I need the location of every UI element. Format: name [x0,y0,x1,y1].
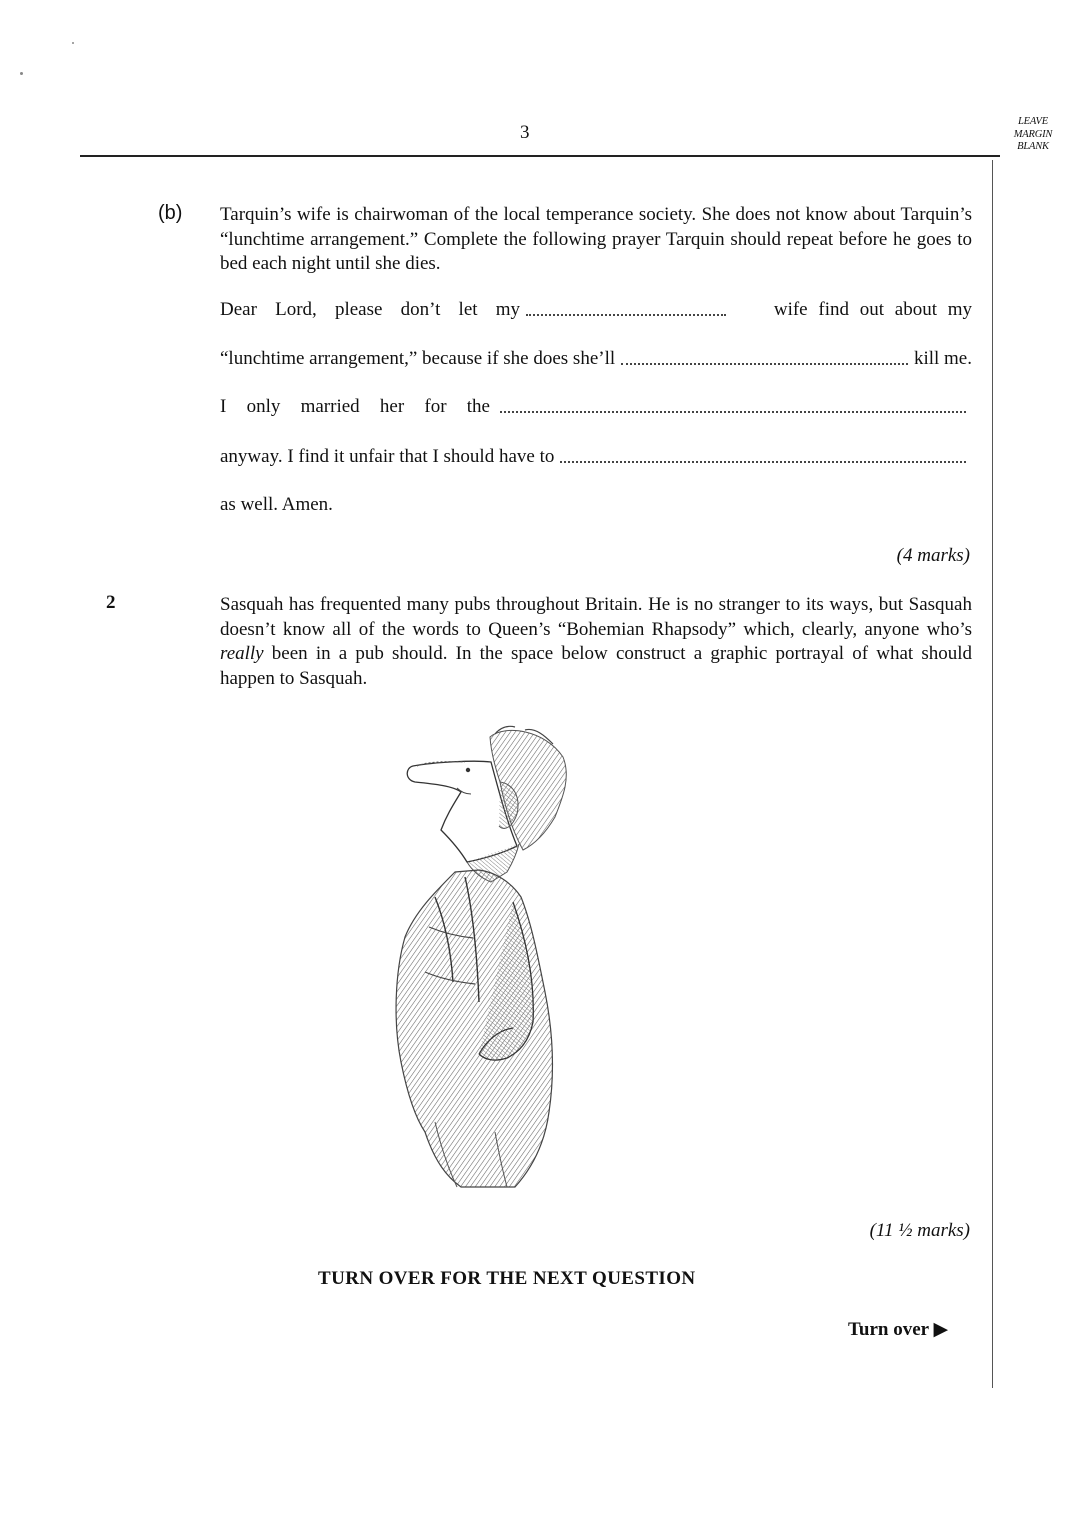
prayer-line-2 [220,348,972,370]
prayer-text: wife find out about my [773,299,972,320]
margin-note-line: MARGIN [1013,128,1053,140]
prayer-line-3 [220,396,972,418]
header-rule [80,155,1000,157]
next-question-notice: TURN OVER FOR THE NEXT QUESTION [318,1268,696,1289]
prayer-word: Lord, [275,299,317,320]
prayer-word: the [466,396,490,417]
margin-note-line: LEAVE [1018,116,1048,127]
prayer-word: Dear [220,299,257,320]
turn-over-label: Turn over ▶ [848,1319,949,1340]
scan-speck [72,42,74,44]
question-text: been in a pub should. In the space below construct a graphic portrayal of what should happen to Sasquah. [220,643,972,689]
prayer-line-5 [220,494,972,516]
margin-rule [992,160,993,1388]
marks-label: (4 marks) [896,545,970,566]
answer-blank[interactable] [621,363,908,365]
prayer-word: married [300,396,360,417]
question-text: Sasquah has frequented many pubs throughout Britain. He is no stranger to its ways, but Sasquah doesn’t know all of the words to Queen’s “Bohemian Rhapsody” which, clearly, anyone who’s [220,594,972,640]
page-number: 3 [520,122,530,143]
part-label: (b) [158,202,183,224]
answer-blank[interactable] [526,314,726,316]
prayer-line-4 [220,446,972,468]
prayer-word: I [220,396,227,417]
prayer-text: anyway. I find it unfair that I should have to [220,446,555,467]
margin-note [1004,116,1062,154]
answer-blank[interactable] [500,411,966,413]
question-2-text [220,593,972,691]
prayer-word: her [379,396,405,417]
part-b-question: Tarquin’s wife is chairwoman of the local temperance society. She does not know about Tarquin’s “lunchtime arrangement.” Complete the following prayer Tarquin should repeat before he goes to bed each night until she dies. [220,204,972,274]
prayer-word: for [424,396,447,417]
prayer-word: please [334,299,383,320]
answer-blank[interactable] [560,461,966,463]
prayer-word: let [458,299,478,320]
prayer-word: don’t [400,299,441,320]
prayer-text: as well. Amen. [220,494,333,515]
man-sketch-illustration [395,722,575,1192]
prayer-text: kill me. [913,348,972,369]
prayer-words [220,299,520,321]
marks-label: (11 ½ marks) [869,1220,970,1241]
prayer-words [220,396,490,418]
prayer-word: my [495,299,520,320]
emphasis-text: really [220,643,264,664]
question-number: 2 [106,592,116,613]
prayer-text: “lunchtime arrangement,” because if she does she’ll [220,348,616,369]
margin-note-line: BLANK [1017,141,1049,152]
prayer-word: only [246,396,281,417]
prayer-line-1 [220,299,972,321]
scan-speck [20,72,23,75]
